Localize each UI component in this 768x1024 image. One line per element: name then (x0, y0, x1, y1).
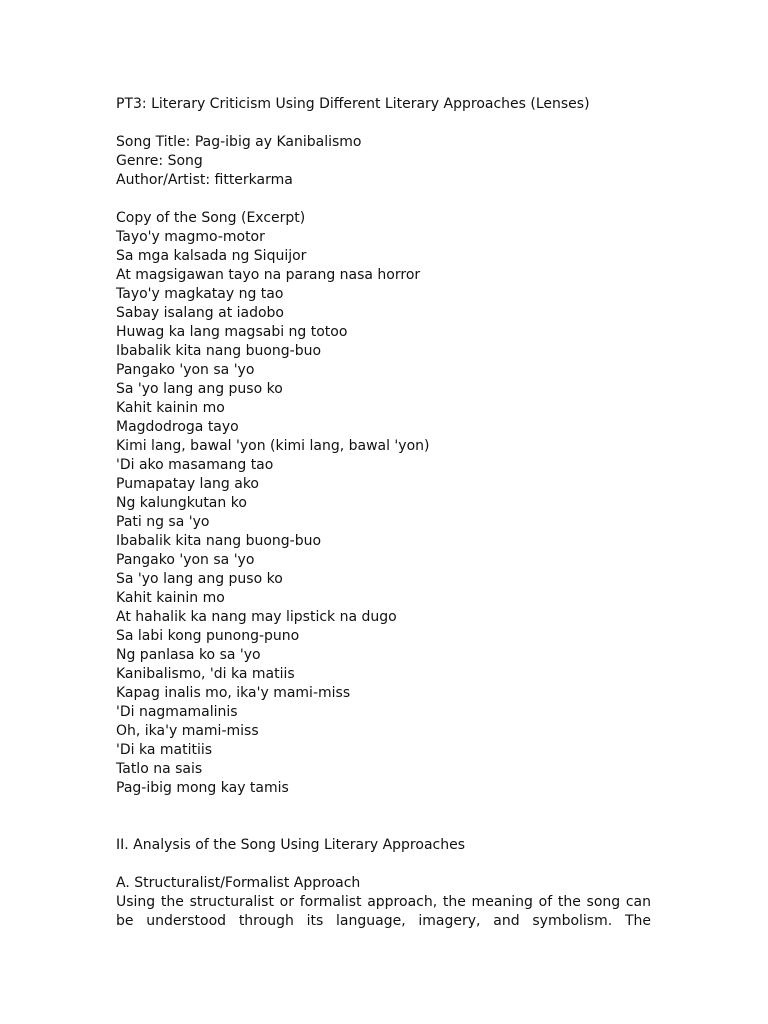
lyrics-heading: Copy of the Song (Excerpt) (116, 210, 306, 226)
lyric-line: Kahit kainin mo (116, 400, 225, 416)
lyric-line: Ibabalik kita nang buong-buo (116, 533, 322, 549)
lyric-line: At hahalik ka nang may lipstick na dugo (116, 609, 397, 625)
lyric-line: Kapag inalis mo, ika'y mami-miss (116, 685, 351, 701)
lyric-line: Magdodroga tayo (116, 419, 239, 435)
lyric-line: Pag-ibig mong kay tamis (116, 780, 289, 796)
song-title: Song Title: Pag-ibig ay Kanibalismo (116, 134, 362, 150)
lyric-line: Pati ng sa 'yo (116, 514, 210, 530)
lyric-line: 'Di ako masamang tao (116, 457, 274, 473)
lyric-line: Tayo'y magkatay ng tao (116, 286, 284, 302)
lyric-line: Tatlo na sais (116, 761, 203, 777)
analysis-subheading: A. Structuralist/Formalist Approach (116, 875, 361, 891)
document-body (116, 95, 651, 931)
lyric-line: 'Di ka matitiis (116, 742, 213, 758)
song-genre: Genre: Song (116, 153, 203, 169)
analysis-heading: II. Analysis of the Song Using Literary Approaches (116, 837, 466, 853)
song-author: Author/Artist: fitterkarma (116, 172, 293, 188)
lyric-line: Sabay isalang at iadobo (116, 305, 284, 321)
lyric-line: Ibabalik kita nang buong-buo (116, 343, 322, 359)
analysis-paragraph-line: Using the structuralist or formalist approach, the meaning of the song can (116, 894, 651, 910)
lyric-line: Kahit kainin mo (116, 590, 225, 606)
lyric-line: Ng kalungkutan ko (116, 495, 247, 511)
lyric-line: Sa 'yo lang ang puso ko (116, 571, 283, 587)
lyric-line: Pangako 'yon sa 'yo (116, 362, 255, 378)
lyric-line: Pangako 'yon sa 'yo (116, 552, 255, 568)
lyric-line: Sa mga kalsada ng Siquijor (116, 248, 307, 264)
lyric-line: Kimi lang, bawal 'yon (kimi lang, bawal 'yon) (116, 438, 430, 454)
analysis-paragraph (116, 893, 651, 931)
lyric-line: Oh, ika'y mami-miss (116, 723, 259, 739)
document-heading: PT3: Literary Criticism Using Different Literary Approaches (Lenses) (116, 96, 590, 112)
lyric-line: 'Di nagmamalinis (116, 704, 238, 720)
lyric-line: Tayo'y magmo-motor (116, 229, 265, 245)
lyric-line: Huwag ka lang magsabi ng totoo (116, 324, 348, 340)
analysis-paragraph-line: be understood through its language, imagery, and symbolism. The (116, 913, 651, 929)
lyrics-list (116, 228, 651, 798)
lyric-line: At magsigawan tayo na parang nasa horror (116, 267, 421, 283)
lyric-line: Sa labi kong punong-puno (116, 628, 300, 644)
lyric-line: Pumapatay lang ako (116, 476, 259, 492)
lyric-line: Sa 'yo lang ang puso ko (116, 381, 283, 397)
lyric-line: Ng panlasa ko sa 'yo (116, 647, 261, 663)
lyric-line: Kanibalismo, 'di ka matiis (116, 666, 295, 682)
